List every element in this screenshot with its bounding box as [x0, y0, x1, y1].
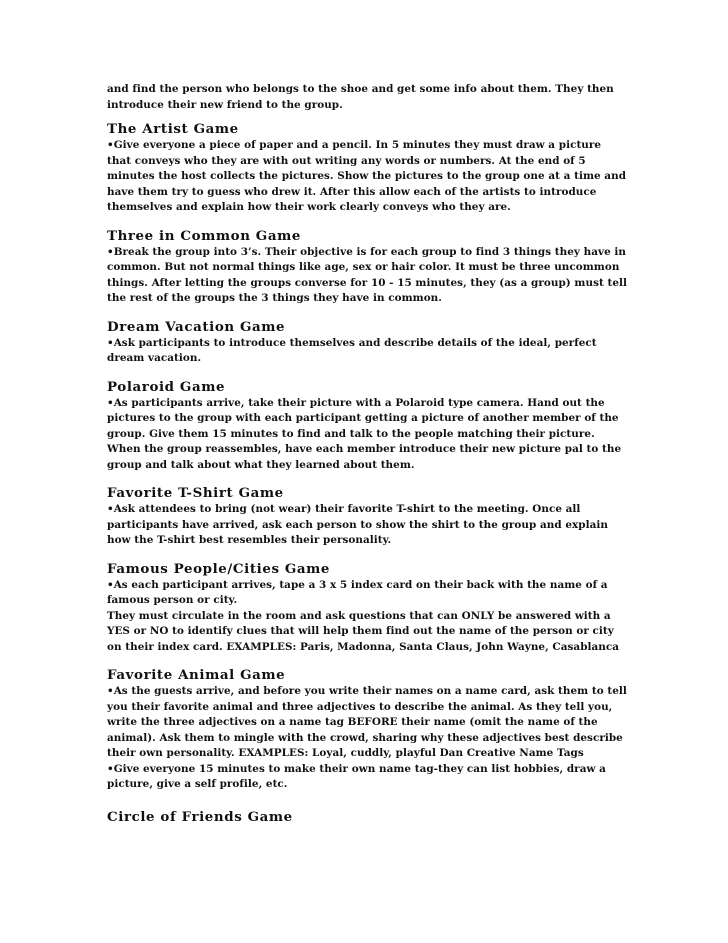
section-title: Polaroid Game [107, 378, 226, 395]
section-title: Favorite Animal Game [107, 667, 286, 683]
section-body: •As the guests arrive, and before you write their names on a name card, ask them to tell you their favorite animal and three adjectives to describe the animal. As they tell you, write the three adjectives on a name tag BEFORE their name (omit the name of the animal). Ask them to mingle with the crowd, sharing why these adjectives best describe their own personality. EXAMPLES: Loyal, cuddly, playful Dan Creative Name Tags [107, 685, 627, 759]
section-title: Circle of Friends Game [107, 808, 293, 825]
section-favorite-animal-game [107, 667, 627, 793]
section-title: The Artist Game [107, 121, 239, 137]
section-body-continued: •Give everyone 15 minutes to make their own name tag-they can list hobbies, draw a picture, give a self profile, etc. [107, 762, 606, 790]
section-circle-of-friends-game [107, 809, 627, 826]
section-body: •Ask attendees to bring (not wear) their favorite T-shirt to the meeting. Once all participants have arrived, ask each person to show the shirt to the group and explain how the T-shirt best resembles their personality. [107, 503, 608, 546]
section-famous-people-cities-game [107, 561, 627, 656]
section-three-in-common-game [107, 228, 627, 307]
section-title: Famous People/Cities Game [107, 560, 331, 577]
section-body: •As participants arrive, take their picture with a Polaroid type camera. Hand out the pictures to the group with each participant getting a picture of another member of the group. Give them 15 minutes to find and talk to the people matching their picture. When the group reassembles, have each member introduce their new picture pal to the group and talk about what they learned about them. [107, 396, 622, 471]
intro-paragraph: and find the person who belongs to the shoe and get some info about them. They then introduce their new friend to the group. [107, 83, 614, 111]
section-title: Favorite T-Shirt Game [107, 485, 284, 501]
section-title: Dream Vacation Game [107, 318, 286, 335]
section-body: •Give everyone a piece of paper and a pencil. In 5 minutes they must draw a picture that conveys who they are with out writing any words or numbers. At the end of 5 minutes the host collects the pictures. Show the pictures to the group one at a time and have them try to guess who drew it. After this allow each of the artists to introduce themselves and explain how their work clearly conveys who they are. [107, 139, 627, 213]
section-body: •Break the group into 3’s. Their objective is for each group to find 3 things they have in common. But not normal things like age, sex or hair color. It must be three uncommon things. After letting the groups converse for 10 - 15 minutes, they (as a group) must tell the rest of the groups the 3 things they have in common. [107, 245, 628, 304]
section-body-continued: They must circulate in the room and ask questions that can ONLY be answered with a YES or NO to identify clues that will help them find out the name of the person or city on their index card. EXAMPLES: Paris, Madonna, Santa Claus, John Wayne, Casablanca [107, 609, 620, 653]
section-polaroid-game [107, 379, 627, 474]
section-body: •Ask participants to introduce themselves and describe details of the ideal, perfect dream vacation. [107, 336, 597, 364]
section-favorite-tshirt-game [107, 485, 627, 549]
section-artist-game [107, 121, 627, 216]
section-dream-vacation-game [107, 319, 627, 367]
document-page [107, 82, 627, 826]
section-body: •As each participant arrives, tape a 3 x 5 index card on their back with the name of a famous person or city. [107, 578, 608, 606]
section-title: Three in Common Game [107, 227, 301, 244]
